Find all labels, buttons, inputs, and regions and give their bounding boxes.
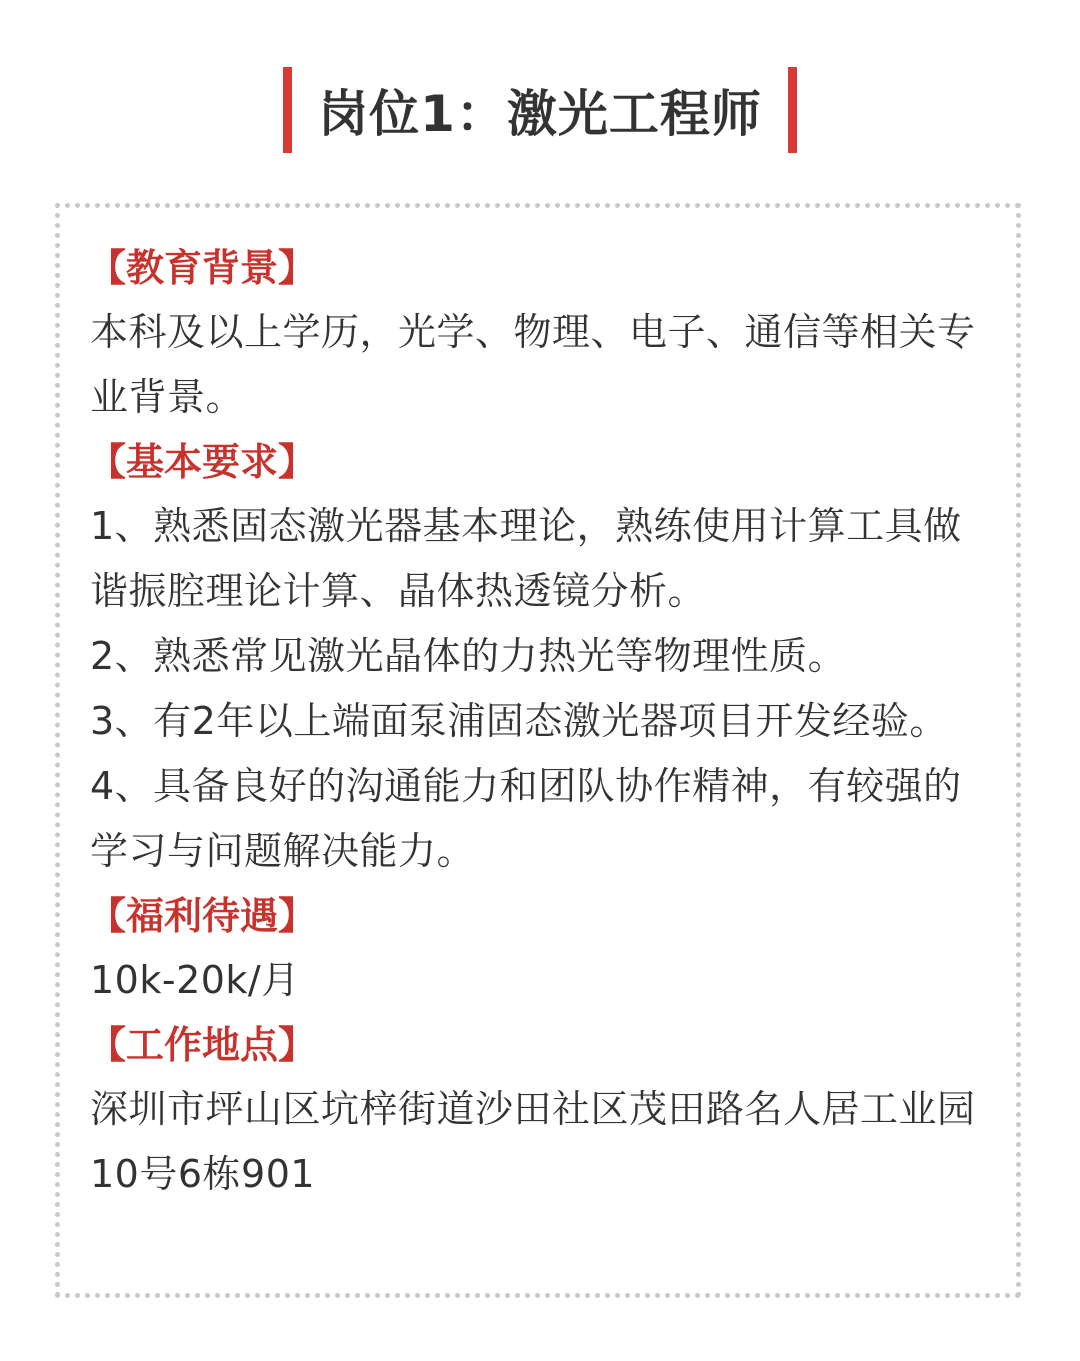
title-left-bar: [283, 67, 292, 153]
education-heading: 【教育背景】: [88, 246, 317, 290]
benefits-heading: 【福利待遇】: [88, 894, 317, 938]
job-detail-card: [55, 203, 1021, 1298]
requirement-item-2: 2、熟悉常见激光晶体的力热光等物理性质。: [90, 634, 847, 678]
title-right-bar: [788, 67, 797, 153]
education-text: 本科及以上学历，光学、物理、电子、通信等相关专业背景。: [90, 310, 976, 419]
location-heading: 【工作地点】: [88, 1023, 317, 1067]
title-header: [0, 62, 1080, 158]
requirement-item-3: 3、有2年以上端面泵浦固态激光器项目开发经验。: [90, 699, 948, 743]
card-content: [90, 236, 1000, 1207]
requirement-item-1: 1、熟悉固态激光器基本理论，熟练使用计算工具做谐振腔理论计算、晶体热透镜分析。: [90, 504, 962, 613]
requirement-item-4: 4、具备良好的沟通能力和团队协作精神，有较强的学习与问题解决能力。: [90, 764, 962, 873]
location-text: 深圳市坪山区坑梓街道沙田社区茂田路名人居工业园10号6栋901: [90, 1087, 976, 1196]
requirements-heading: 【基本要求】: [88, 440, 317, 484]
page-title: 岗位1：激光工程师: [318, 85, 762, 143]
benefits-text: 10k-20k/月: [90, 958, 300, 1002]
